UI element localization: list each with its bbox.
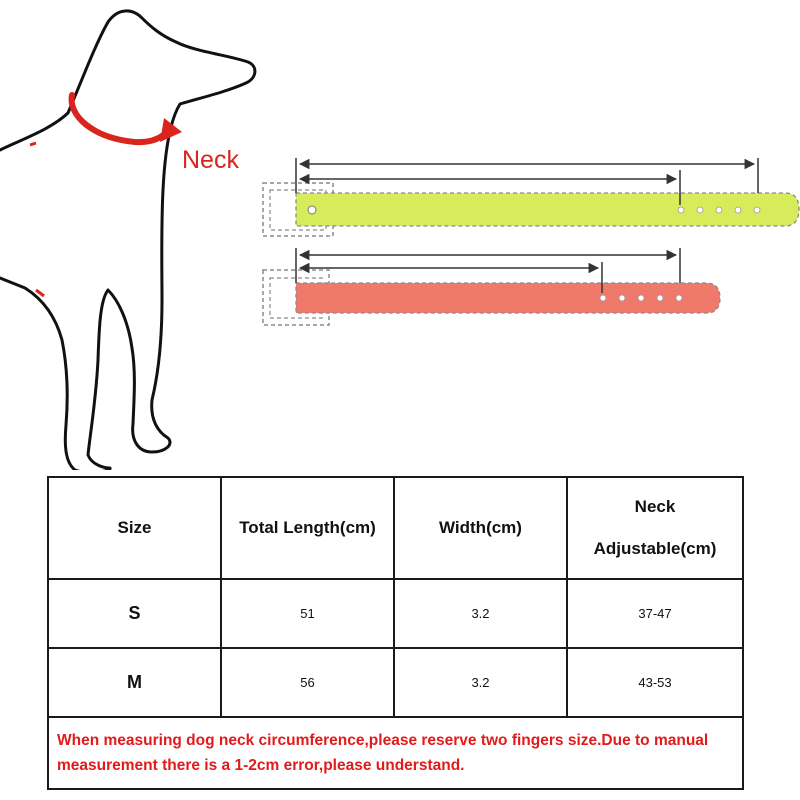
table-header-row xyxy=(48,477,743,579)
collar-large xyxy=(263,158,799,236)
measurement-note: When measuring dog neck circumference,please reserve two fingers size.Due to manual measurement there is a 1-2cm error,please understand. xyxy=(48,717,743,789)
collar-strap-small xyxy=(296,283,720,313)
total-length-cell: 56 xyxy=(221,648,394,717)
dog-silhouette xyxy=(0,11,255,470)
collar-small xyxy=(263,248,720,325)
header-total-length: Total Length(cm) xyxy=(221,477,394,579)
header-neck-line1: Neck xyxy=(634,497,676,516)
neck-cell: 37-47 xyxy=(567,579,743,648)
total-length-cell: 51 xyxy=(221,579,394,648)
neck-label: Neck xyxy=(182,146,239,174)
header-neck-adjustable xyxy=(567,477,743,579)
collar-strap-large xyxy=(296,193,799,226)
header-neck-line2: Adjustable(cm) xyxy=(593,539,717,558)
width-cell: 3.2 xyxy=(394,648,567,717)
header-width: Width(cm) xyxy=(394,477,567,579)
width-cell: 3.2 xyxy=(394,579,567,648)
neck-measure-arrow xyxy=(72,95,182,142)
size-cell: M xyxy=(48,648,221,717)
size-table xyxy=(47,476,744,790)
header-size: Size xyxy=(48,477,221,579)
table-row xyxy=(48,579,743,648)
table-note-row xyxy=(48,717,743,789)
neck-cell: 43-53 xyxy=(567,648,743,717)
size-cell: S xyxy=(48,579,221,648)
red-accents xyxy=(30,143,44,296)
table-row xyxy=(48,648,743,717)
